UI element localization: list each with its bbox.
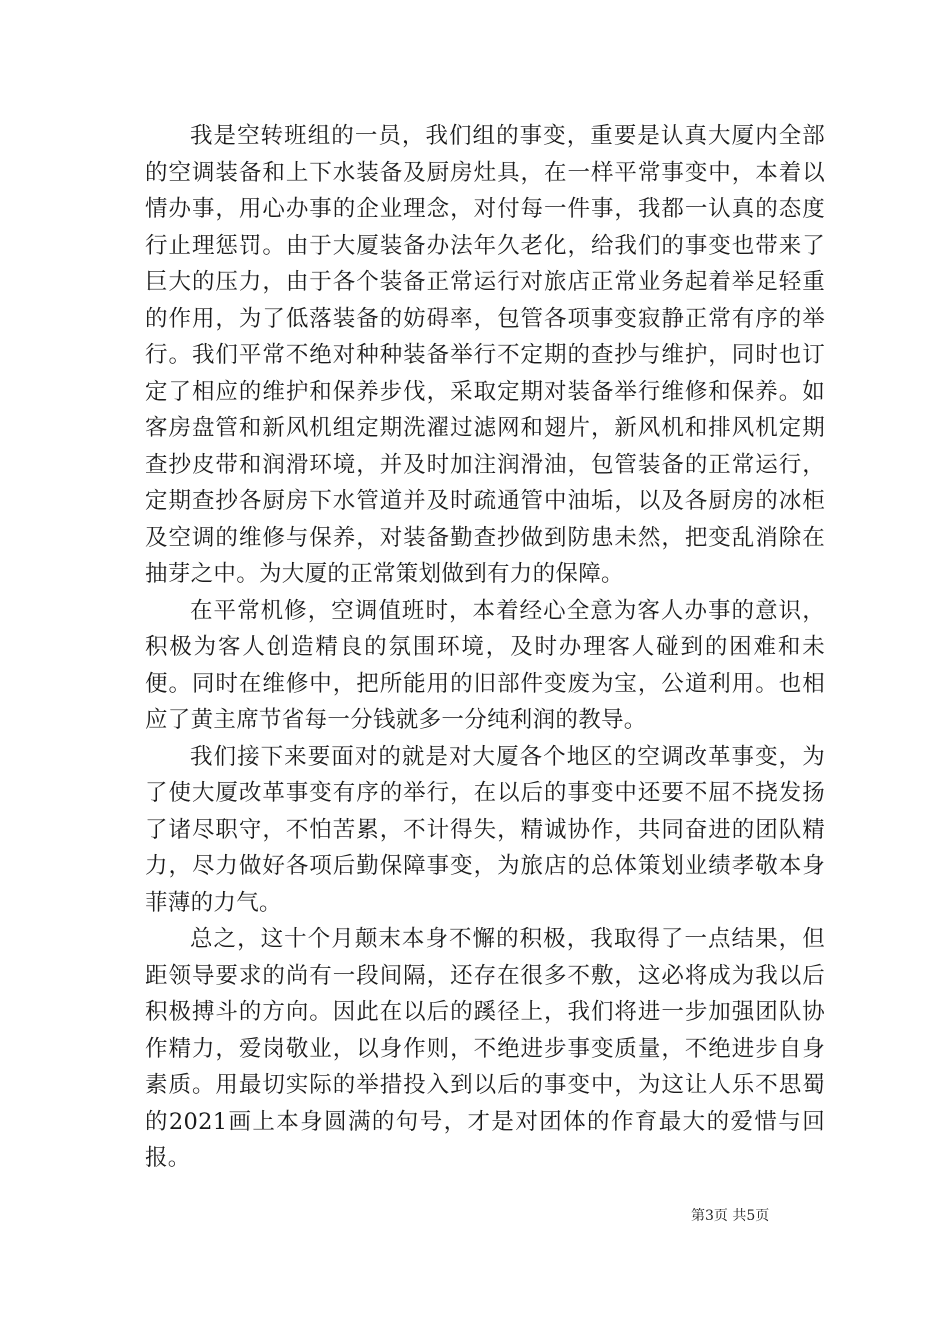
document-body [145, 118, 825, 1177]
paragraph-future-work: 我们接下来要面对的就是对大厦各个地区的空调改革事变，为了使大厦改革事变有序的举行，在以后的事变中还要不屈不挠发扬了诸尽职守，不怕苦累，不计得失，精诚协作，共同奋进的团队精力，尽力做好各项后勤保障事变，为旅店的总体策划业绩孝敬本身菲薄的力气。 [145, 743, 825, 916]
page-number-footer: 第3页 共5页 [691, 1208, 770, 1224]
paragraph-equipment-maintenance: 我是空转班组的一员，我们组的事变，重要是认真大厦内全部的空调装备和上下水装备及厨房灶具，在一样平常事变中，本着以情办事，用心办事的企业理念，对付每一件事，我都一认真的态度行止理惩罚。由于大厦装备办法年久老化，给我们的事变也带来了巨大的压力，由于各个装备正常运行对旅店正常业务起着举足轻重的作用，为了低落装备的妨碍率，包管各项事变寂静正常有序的举行。我们平常不绝对种种装备举行不定期的查抄与维护，同时也订定了相应的维护和保养步伐，采取定期对装备举行维修和保养。如客房盘管和新风机组定期洗濯过滤网和翅片，新风机和排风机定期查抄皮带和润滑环境，并及时加注润滑油，包管装备的正常运行，定期查抄各厨房下水管道并及时疏通管中油垢，以及各厨房的冰柜及空调的维修与保养，对装备勤查抄做到防患未然，把变乱消除在抽芽之中。为大厦的正常策划做到有力的保障。 [145, 123, 825, 587]
paragraph-repair-duty: 在平常机修，空调值班时，本着经心全意为客人办事的意识，积极为客人创造精良的氛围环境，及时办理客人碰到的困难和未便。同时在维修中，把所能用的旧部件变废为宝，公道利用。也相应了黄主席节省每一分钱就多一分纯利润的教导。 [145, 597, 825, 733]
paragraph-summary: 总之，这十个月颠末本身不懈的积极，我取得了一点结果，但距领导要求的尚有一段间隔，还存在很多不敷，这必将成为我以后积极搏斗的方向。因此在以后的蹊径上，我们将进一步加强团队协作精力，爱岗敬业，以身作则，不绝进步事变质量，不绝进步自身素质。用最切实际的举措投入到以后的事变中，为这让人乐不思蜀的2021画上本身圆满的句号，才是对团体的作育最大的爱惜与回报。 [145, 926, 825, 1171]
